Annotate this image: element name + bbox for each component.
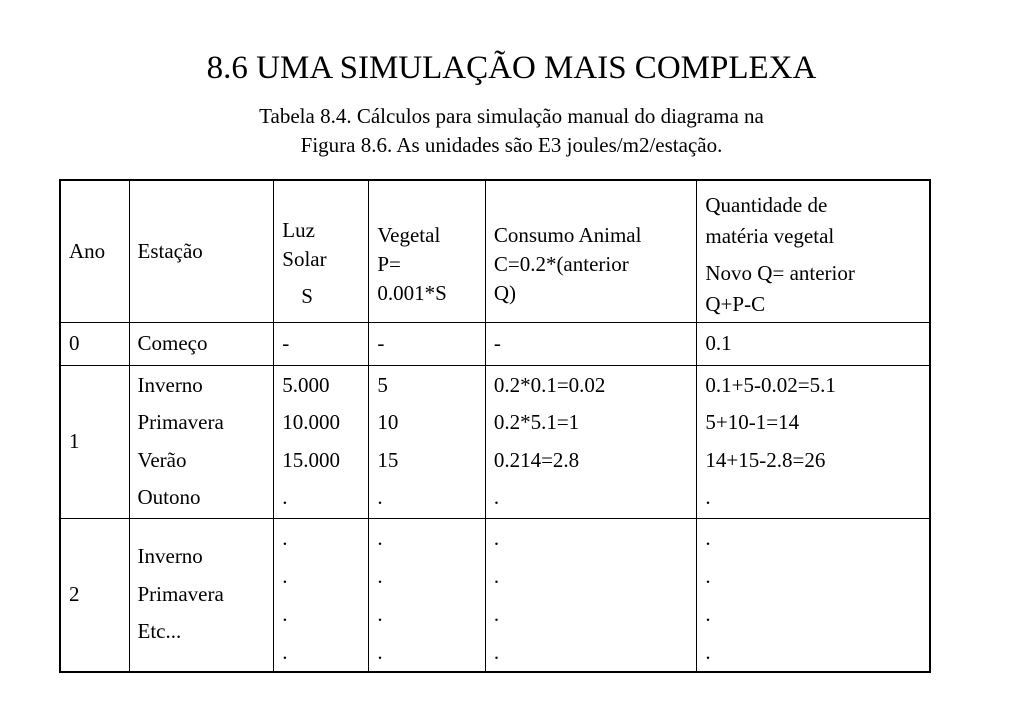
header-vegetal-line: P= [377,252,401,277]
cell-line: 10 [377,410,399,434]
cell-line: . [705,601,711,626]
header-estacao-label: Estação [137,238,203,263]
cell-line: . [493,525,500,550]
page-title: 8.6 UMA SIMULAÇÃO MAIS COMPLEXA [206,50,817,86]
header-quantidade-line: Novo Q= anterior [705,260,855,285]
header-vegetal-line: 0.001*S [377,281,447,306]
cell-ano: 0 [60,322,129,365]
table-row [60,518,930,672]
caption-line-2: Figura 8.6. As unidades são E3 joules/m2/estação. [300,133,723,157]
header-vegetal-line: Vegetal [377,223,441,248]
header-ano [60,180,129,322]
cell-line: . [377,563,383,588]
cell-luz [274,518,369,672]
header-quantidade [697,180,930,322]
cell-line: . [282,525,288,550]
cell-line: Primavera [137,410,224,434]
header-consumo-line: Consumo Animal [493,223,642,248]
cell-line: 0.1+5-0.02=5.1 [705,372,836,397]
header-luz-line: Luz [282,217,315,242]
header-vegetal [369,180,486,322]
cell-line: . [282,485,288,509]
cell-line: . [705,563,711,588]
cell-line: . [377,485,383,509]
cell-estacao: Começo [129,322,274,365]
header-row [60,180,930,322]
header-consumo-line: C=0.2*(anterior [493,252,629,277]
cell-line: 14+15-2.8=26 [705,447,826,472]
header-ano-label: Ano [69,238,106,263]
header-quantidade-line: Quantidade de [705,192,828,217]
table-caption [0,102,1023,160]
cell-consumo: - [485,322,697,365]
header-consumo [485,180,697,322]
header-quantidade-line: matéria vegetal [705,223,835,248]
cell-line: . [493,563,500,588]
header-luz-line: Solar [282,246,327,271]
cell-line: 5+10-1=14 [705,410,800,434]
cell-ano: 1 [60,365,129,518]
cell-quantidade [697,518,930,672]
cell-line: Inverno [137,372,203,397]
cell-line: . [705,639,711,664]
cell-line: Etc... [137,619,182,644]
simulation-table [59,179,931,673]
cell-vegetal: - [369,322,486,365]
cell-luz [274,365,369,518]
cell-line: 15.000 [282,447,341,472]
cell-line: 0.2*5.1=1 [493,410,580,434]
cell-line: . [493,639,500,664]
caption-line-1: Tabela 8.4. Cálculos para simulação manual do diagrama na [259,104,764,128]
cell-estacao [129,365,274,518]
cell-line: 5.000 [282,372,330,397]
cell-quantidade: 0.1 [697,322,930,365]
header-luz [274,180,369,322]
cell-vegetal [369,518,486,672]
cell-line: Primavera [137,581,224,606]
cell-consumo [485,518,697,672]
table-row [60,365,930,518]
cell-ano: 2 [60,518,129,672]
cell-consumo [485,365,697,518]
header-consumo-line: Q) [493,281,517,306]
cell-line: . [493,485,500,509]
cell-line: 10.000 [282,410,341,434]
cell-line: . [377,601,383,626]
cell-line: . [282,601,288,626]
cell-line: Inverno [137,544,203,569]
header-estacao [129,180,274,322]
cell-line: Outono [137,485,201,509]
cell-line: Verão [137,447,187,472]
cell-quantidade [697,365,930,518]
cell-line: 15 [377,447,399,472]
header-quantidade-line: Q+P-C [705,291,766,316]
cell-luz: - [274,322,369,365]
cell-line: . [493,601,500,626]
cell-line: 0.214=2.8 [493,447,580,472]
cell-line: . [282,639,288,664]
cell-line: . [705,485,711,509]
cell-line: 0.2*0.1=0.02 [493,372,606,397]
cell-line: 5 [377,372,388,397]
cell-line: . [377,525,383,550]
header-luz-line: S [301,283,313,308]
cell-estacao [129,518,274,672]
table-row [60,322,930,365]
cell-line: . [282,563,288,588]
cell-line: . [705,525,711,550]
cell-vegetal [369,365,486,518]
cell-line: . [377,639,383,664]
